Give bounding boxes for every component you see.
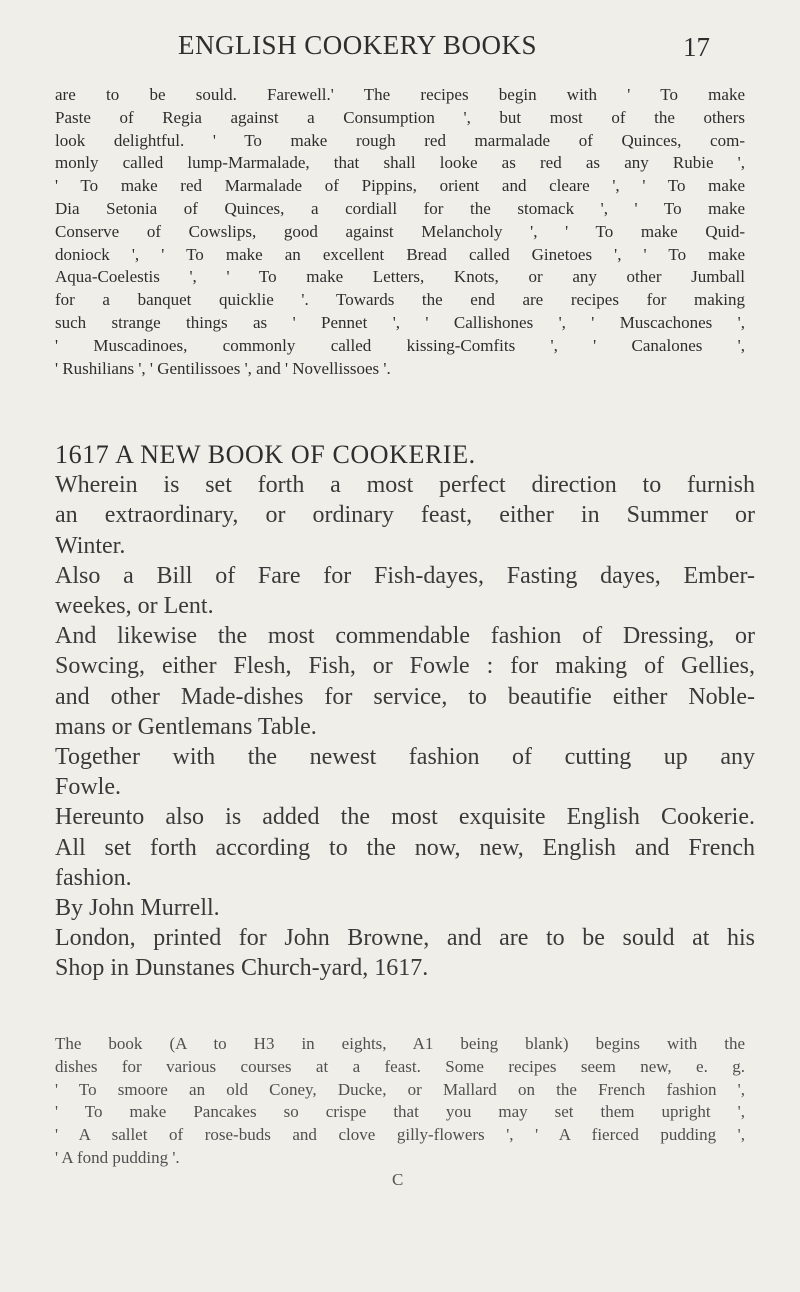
title-line: Wherein is set forth a most perfect direction to furnish [55, 472, 755, 499]
text-line: Dia Setonia of Quinces, a cordiall for the stomack ', ' To make [55, 198, 745, 218]
text-line: for a banquet quicklie '. Towards the end are recipes for making [55, 290, 745, 310]
title-line: London, printed for John Browne, and are to be sould at his [55, 925, 755, 952]
text-line: are to be sould. Farewell.' The recipes begin with ' To make [55, 85, 745, 104]
text-line: Paste of Regia against a Consumption ', but most of the others [55, 107, 745, 127]
book-heading: 1617 A NEW BOOK OF COOKERIE. [55, 440, 476, 469]
page-number: 17 [683, 32, 710, 62]
title-line: and other Made-dishes for service, to beautifie either Noble- [55, 683, 755, 710]
text-line: ' A sallet of rose-buds and clove gilly-flowers ', ' A fierced pudding ', [55, 1125, 745, 1145]
title-line: Sowcing, either Flesh, Fish, or Fowle : for making of Gellies, [55, 653, 755, 680]
text-line: Aqua-Coelestis ', ' To make Letters, Knots, or any other Jumball [55, 267, 745, 287]
text-line: monly called lump-Marmalade, that shall looke as red as any Rubie ', [55, 153, 745, 173]
signature-mark: C [392, 1170, 404, 1189]
text-line: ' To make Pancakes so crispe that you may set them upright ', [55, 1102, 745, 1122]
description-paragraph [55, 1033, 745, 1170]
title-line: weekes, or Lent. [55, 593, 214, 620]
title-line: By John Murrell. [55, 895, 220, 922]
text-line: ' Rushilians ', ' Gentilissoes ', and ' Novellissoes '. [55, 358, 391, 378]
text-line: ' Muscadinoes, commonly called kissing-Comfits ', ' Canalones ', [55, 335, 745, 355]
title-line: Hereunto also is added the most exquisite English Cookerie. [55, 804, 755, 831]
title-line: Also a Bill of Fare for Fish-dayes, Fasting dayes, Ember- [55, 562, 755, 589]
text-line: look delightful. ' To make rough red marmalade of Quinces, com- [55, 130, 745, 150]
title-line: fashion. [55, 864, 132, 891]
text-line: ' To smoore an old Coney, Ducke, or Mallard on the French fashion ', [55, 1079, 745, 1099]
text-line: Conserve of Cowslips, good against Melancholy ', ' To make Quid- [55, 221, 745, 241]
title-page-transcription [55, 440, 755, 984]
text-line: The book (A to H3 in eights, A1 being blank) begins with the [55, 1034, 745, 1053]
title-line: All set forth according to the now, new, English and French [55, 834, 755, 861]
text-line: dishes for various courses at a feast. Some recipes seem new, e. g. [55, 1056, 745, 1076]
title-line: mans or Gentlemans Table. [55, 713, 317, 740]
title-line: And likewise the most commendable fashion of Dressing, or [55, 623, 755, 650]
title-line: Together with the newest fashion of cutting up any [55, 744, 755, 771]
title-line: Winter. [55, 532, 126, 559]
title-line: Fowle. [55, 774, 121, 801]
text-line: such strange things as ' Pennet ', ' Callishones ', ' Muscachones ', [55, 312, 745, 332]
text-line: ' A fond pudding '. [55, 1147, 180, 1167]
text-line: ' To make red Marmalade of Pippins, orient and cleare ', ' To make [55, 176, 745, 196]
title-line: Shop in Dunstanes Church-yard, 1617. [55, 955, 429, 982]
text-line: doniock ', ' To make an excellent Bread called Ginetoes ', ' To make [55, 244, 745, 264]
running-title: ENGLISH COOKERY BOOKS [178, 30, 538, 60]
title-line: an extraordinary, or ordinary feast, either in Summer or [55, 502, 755, 529]
intro-paragraph [55, 84, 745, 380]
running-head [0, 30, 800, 70]
